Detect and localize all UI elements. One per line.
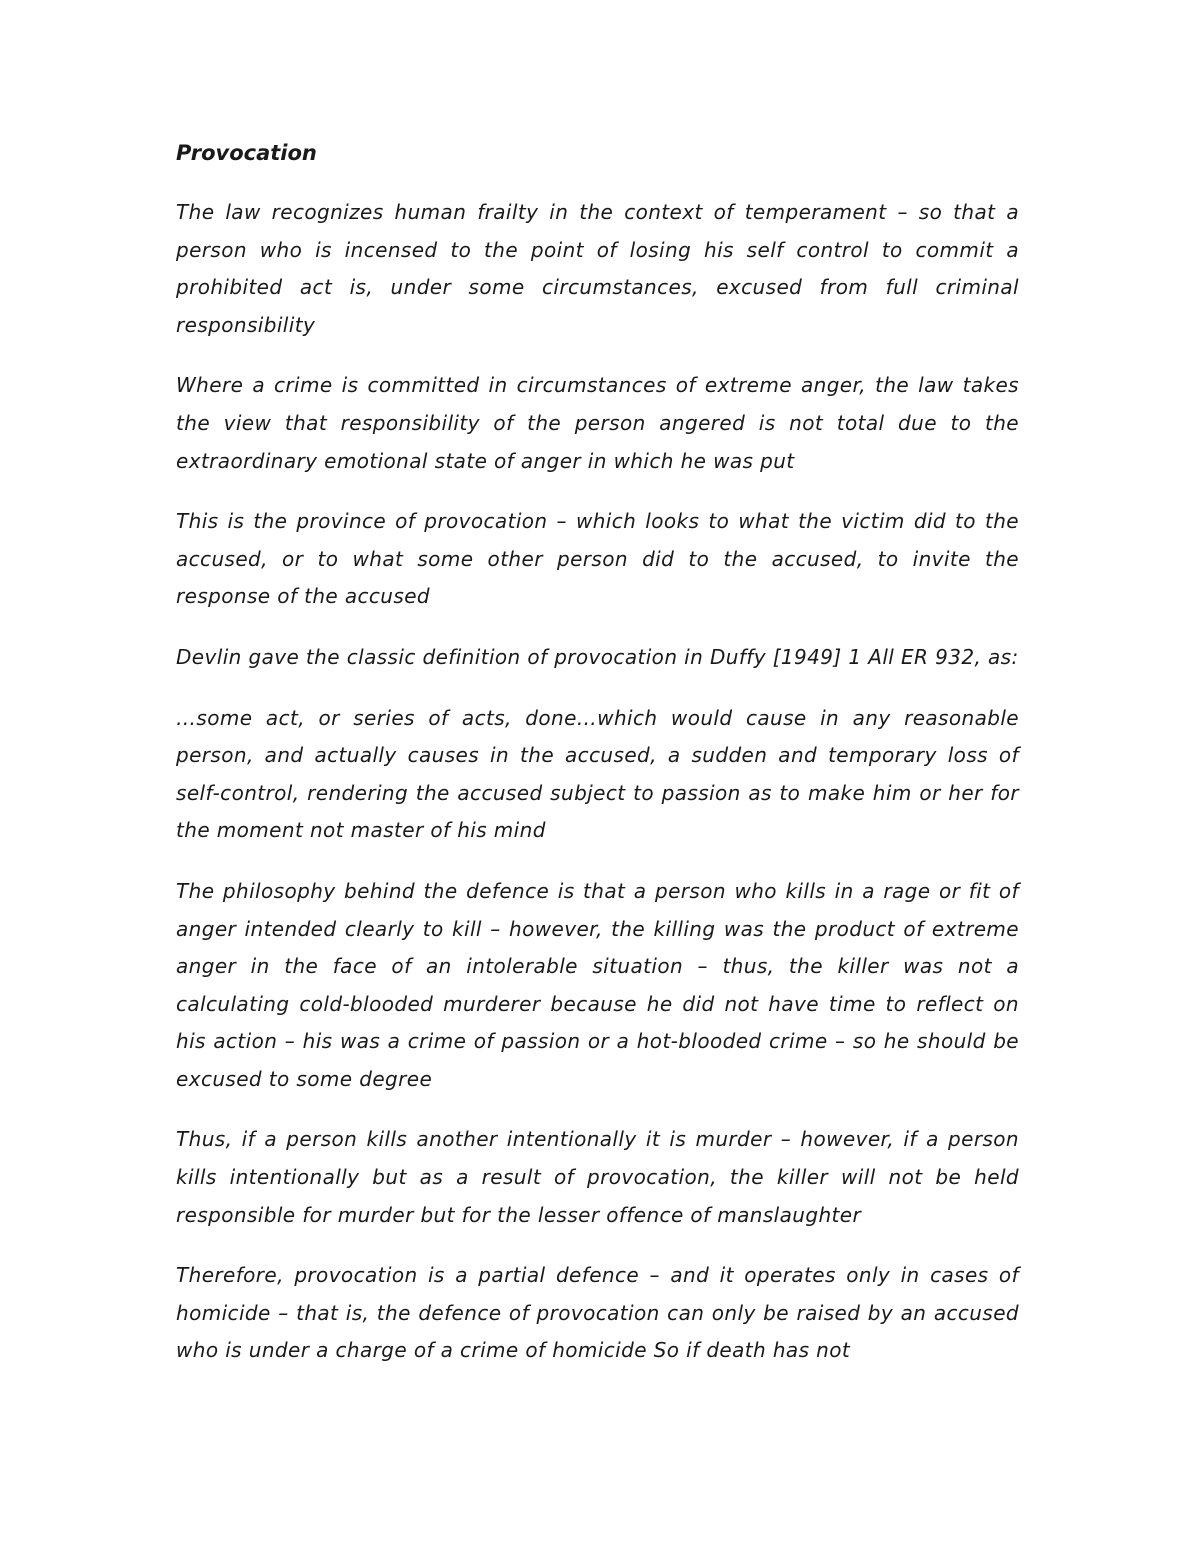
paragraph-province-of-provocation: This is the province of provocation – which looks to what the victim did to the accused, or to what some other person did to the accused, to invite the response of the accused [176,509,1019,609]
document-title: Provocation [176,141,317,165]
paragraph-murder-vs-manslaughter: Thus, if a person kills another intentionally it is murder – however, if a person kills intentionally but as a result of provocation, the killer will not be held responsible for murder but for the lesser offence of manslaughter [176,1127,1019,1227]
document-page [176,138,1019,1393]
paragraph-devlin-definition: Devlin gave the classic definition of provocation in Duffy [1949] 1 All ER 932, as: [176,644,1019,669]
paragraph-philosophy: The philosophy behind the defence is that a person who kills in a rage or fit of anger intended clearly to kill – however, the killing was the product of extreme anger in the face of an intolerable situation – thus, the killer was not a calculating cold-blooded murderer because he did not have time to reflect on his action – his was a crime of passion or a hot-blooded crime – so he should be excused to some degree [176,878,1019,1091]
paragraph-definition-quote: …some act, or series of acts, done…which would cause in any reasonable person, and actually causes in the accused, a sudden and temporary loss of self-control, rendering the accused subject to passion as to make him or her for the moment not master of his mind [176,705,1019,843]
paragraph-partial-defence: Therefore, provocation is a partial defence – and it operates only in cases of homicide – that is, the defence of provocation can only be raised by an accused who is under a charge of a crime of homicide So if death has not [176,1263,1019,1363]
paragraph-extreme-anger: Where a crime is committed in circumstances of extreme anger, the law takes the view that responsibility of the person angered is not total due to the extraordinary emotional state of anger in which he was put [176,373,1019,473]
paragraph-human-frailty: The law recognizes human frailty in the context of temperament – so that a person who is incensed to the point of losing his self control to commit a prohibited act is, under some circumstances, excused from full criminal responsibility [176,200,1019,337]
